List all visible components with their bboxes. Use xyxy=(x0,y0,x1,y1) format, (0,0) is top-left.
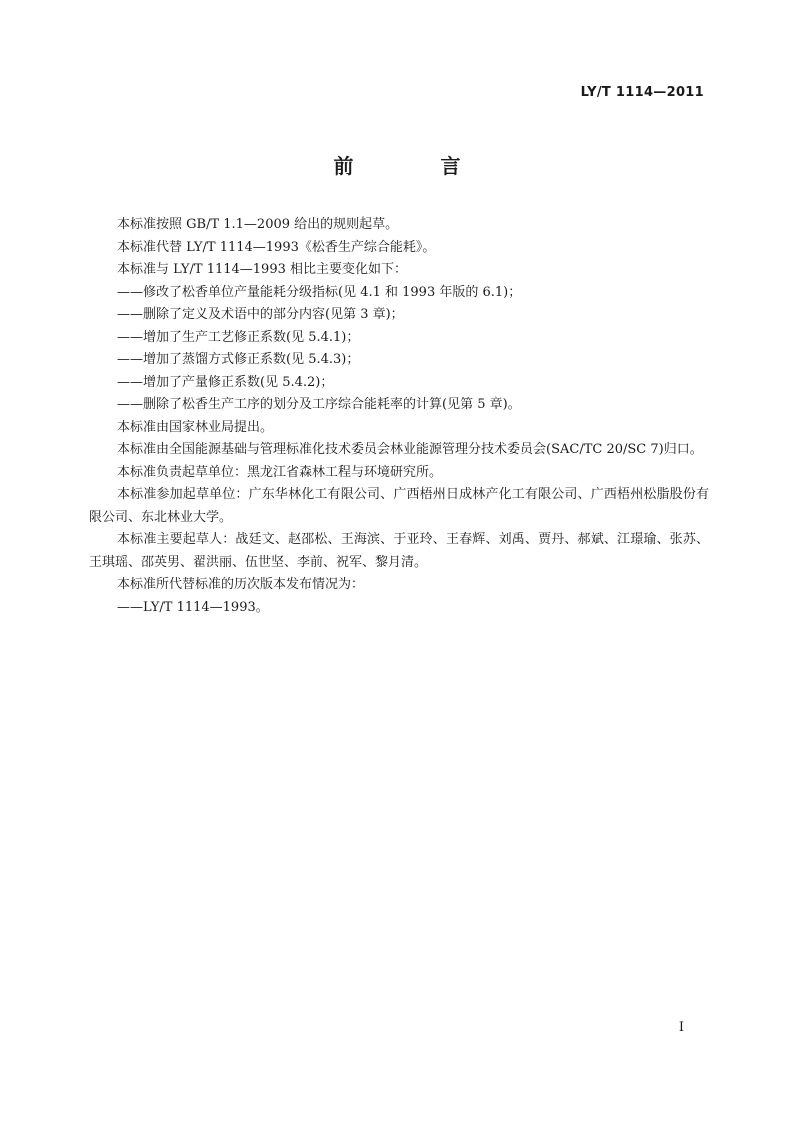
foreword-body xyxy=(89,214,709,619)
change-item: ——修改了松香单位产量能耗分级指标(见 4.1 和 1993 年版的 6.1)； xyxy=(117,284,522,300)
change-item: ——增加了蒸馏方式修正系数(见 5.4.3)； xyxy=(117,352,360,367)
paragraph-history-intro: 本标准所代替标准的历次版本发布情况为： xyxy=(117,577,365,592)
paragraph-lead-drafter: 本标准负责起草单位：黑龙江省森林工程与环境研究所。 xyxy=(117,464,443,480)
page-title: 前 言 xyxy=(333,154,501,178)
standard-code: LY/T 1114—2011 xyxy=(580,85,704,100)
page-number: I xyxy=(678,1020,684,1035)
paragraph-proposer: 本标准由国家林业局提出。 xyxy=(117,419,274,435)
paragraph-changes-intro: 本标准与 LY/T 1114—1993 相比主要变化如下： xyxy=(117,262,407,277)
paragraph-replaces: 本标准代替 LY/T 1114—1993《松香生产综合能耗》。 xyxy=(117,239,436,255)
change-item: ——增加了生产工艺修正系数(见 5.4.1)； xyxy=(117,329,360,345)
history-item: ——LY/T 1114—1993。 xyxy=(117,599,269,615)
paragraph-participants: 本标准参加起草单位：广东华林化工有限公司、广西梧州日成林产化工有限公司、广西梧州松脂股份有限公司、东北林业大学。 xyxy=(89,487,709,525)
paragraph-drafters: 本标准主要起草人：战廷文、赵邵松、王海滨、于亚玲、王春辉、刘禹、贾丹、郝斌、江璟瑜、张苏、王琪瑶、邵英男、翟洪丽、伍世坚、李前、祝军、黎月清。 xyxy=(89,532,709,570)
paragraph-committee: 本标准由全国能源基础与管理标准化技术委员会林业能源管理分技术委员会(SAC/TC 20/SC 7)归口。 xyxy=(117,442,703,457)
change-item: ——增加了产量修正系数(见 5.4.2)； xyxy=(117,374,334,390)
change-item: ——删除了松香生产工序的划分及工序综合能耗率的计算(见第 5 章)。 xyxy=(117,397,521,412)
change-item: ——删除了定义及术语中的部分内容(见第 3 章)； xyxy=(117,307,404,322)
paragraph-drafting-rules: 本标准按照 GB/T 1.1—2009 给出的规则起草。 xyxy=(117,217,399,232)
